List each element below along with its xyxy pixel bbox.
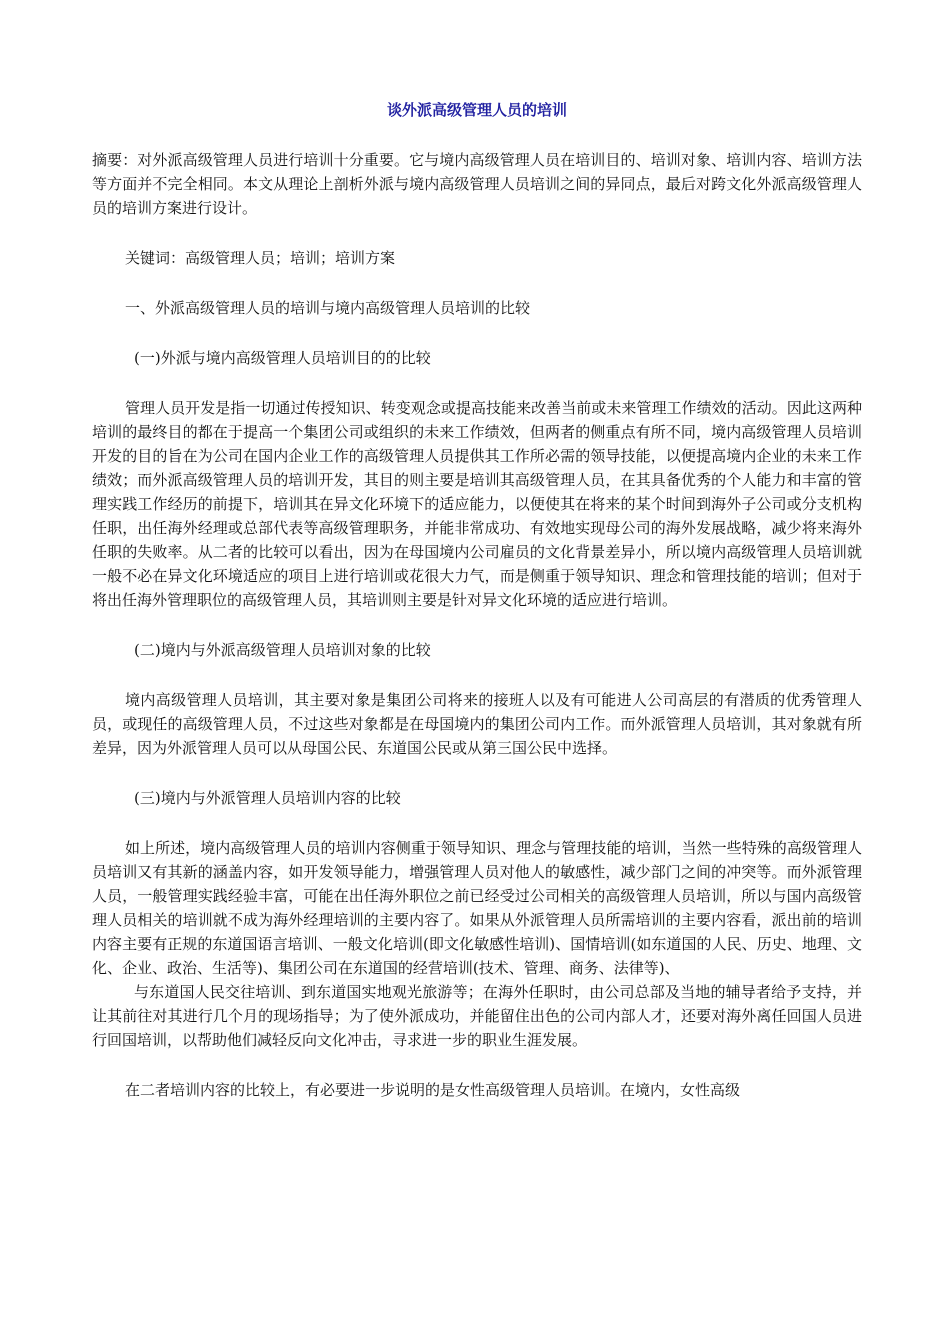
paragraph-content-3: 在二者培训内容的比较上，有必要进一步说明的是女性高级管理人员培训。在境内，女性高级 (125, 1081, 741, 1099)
document-title: 谈外派高级管理人员的培训 (386, 101, 567, 119)
subsection-heading-2: (二)境内与外派高级管理人员培训对象的比较 (134, 641, 431, 659)
paragraph-target: 境内高级管理人员培训，其主要对象是集团公司将来的接班人以及有可能进人公司高层的有潜质的优秀管理人员，或现任的高级管理人员，不过这些对象都是在母国境内的集团公司内工作。而外派管理人员培训，其对象就有所差异，因为外派管理人员可以从母国公民、东道国公民或从第三国公民中选择。 (92, 691, 862, 757)
paragraph-purpose: 管理人员开发是指一切通过传授知识、转变观念或提高技能来改善当前或未来管理工作绩效的活动。因此这两种培训的最终目的都在于提高一个集团公司或组织的未来工作绩效，但两者的侧重点有所不同，境内高级管理人员培训开发的目的旨在为公司在国内企业工作的高级管理人员提供其工作所必需的领导技能，以便提高境内企业的未来工作绩效；而外派高级管理人员的培训开发，其目的则主要是培训其高级管理人员，在其具备优秀的个人能力和丰富的管理实践工作经历的前提下，培训其在异文化环境下的适应能力，以便使其在将来的某个时间到海外子公司或分支机构任职，出任海外经理或总部代表等高级管理职务，并能非常成功、有效地实现母公司的海外发展战略，减少将来海外任职的失败率。从二者的比较可以看出，因为在母国境内公司雇员的文化背景差异小，所以境内高级管理人员培训就一般不必在异文化环境适应的项目上进行培训或花很大力气，而是侧重于领导知识、理念和管理技能的培训；但对于将出任海外管理职位的高级管理人员，其培训则主要是针对异文化环境的适应进行培训。 (92, 399, 862, 609)
document-page (92, 98, 862, 1102)
section-heading-1: 一、外派高级管理人员的培训与境内高级管理人员培训的比较 (125, 299, 531, 317)
keywords: 关键词：高级管理人员；培训；培训方案 (125, 249, 396, 267)
subsection-heading-1: (一)外派与境内高级管理人员培训目的的比较 (134, 349, 431, 367)
abstract: 摘要：对外派高级管理人员进行培训十分重要。它与境内高级管理人员在培训目的、培训对象、培训内容、培训方法等方面并不完全相同。本文从理论上剖析外派与境内高级管理人员培训之间的异同点，最后对跨文化外派高级管理人员的培训方案进行设计。 (92, 151, 862, 217)
paragraph-content-1: 如上所述，境内高级管理人员的培训内容侧重于领导知识、理念与管理技能的培训，当然一些特殊的高级管理人员培训又有其新的涵盖内容，如开发领导能力，增强管理人员对他人的敏感性，减少部门之间的冲突等。而外派管理人员，一般管理实践经验丰富，可能在出任海外职位之前已经受过公司相关的高级管理人员培训，所以与国内高级管理人员相关的培训就不成为海外经理培训的主要内容了。如果从外派管理人员所需培训的主要内容看，派出前的培训内容主要有正规的东道国语言培训、一般文化培训(即文化敏感性培训)、国情培训(如东道国的人民、历史、地理、文化、企业、政治、生活等)、集团公司在东道国的经营培训(技术、管理、商务、法律等)、 (92, 839, 862, 977)
paragraph-content-2: 与东道国人民交往培训、到东道国实地观光旅游等；在海外任职时，由公司总部及当地的辅导者给予支持，并让其前往对其进行几个月的现场指导；为了使外派成功，并能留住出色的公司内部人才，还要对海外离任回国人员进行回国培训，以帮助他们减轻反向文化冲击，寻求进一步的职业生涯发展。 (92, 983, 862, 1049)
subsection-heading-3: (三)境内与外派管理人员培训内容的比较 (134, 789, 401, 807)
